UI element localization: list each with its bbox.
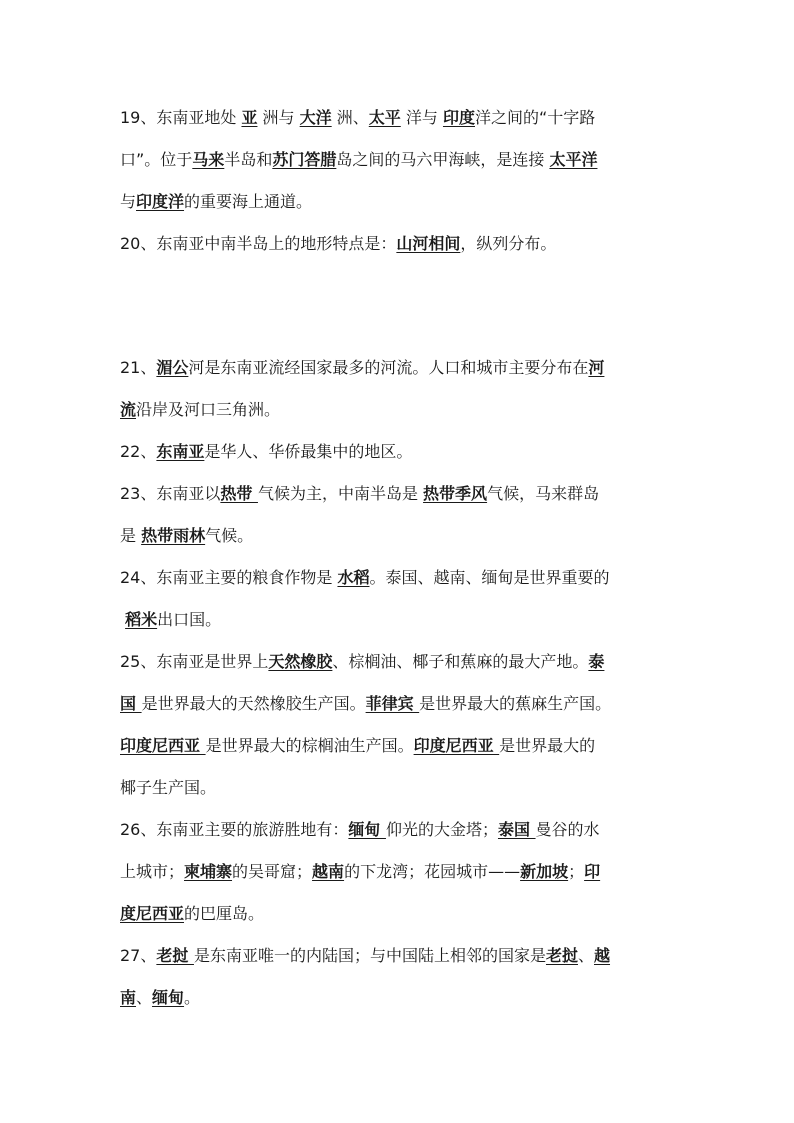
answer-text: 亚 [241,108,258,127]
answer-text: 稻米 [125,610,158,629]
answer-text: 印 [584,862,601,881]
question-text: 气候。 [205,526,254,545]
question-text: 。 [184,988,201,1007]
question-text: ； [568,862,585,881]
question-text: 的巴厘岛。 [184,904,265,923]
item-25-line-2 [120,694,611,714]
answer-text: 泰 [588,652,605,671]
answer-text: 缅甸 [348,820,386,839]
question-text: 洲、 [331,108,369,127]
question-text: 22、 [120,442,157,461]
question-text: 半岛和 [224,150,273,169]
answer-text: 天然橡胶 [268,652,333,671]
question-text: 。泰国、越南、缅甸是世界重要的 [369,568,610,587]
answer-text: 水稻 [337,568,370,587]
item-23-line-2 [120,526,253,546]
item-22-line-1 [120,442,412,462]
question-text: 洲与 [257,108,300,127]
item-27-line-2 [120,988,200,1008]
question-text: 与 [120,192,137,211]
item-25-line-4 [120,778,216,798]
item-19-line-3 [120,192,312,212]
answer-text: 印度洋 [136,192,185,211]
item-26-line-3 [120,904,264,924]
item-27-line-1 [120,946,610,966]
item-26-line-1 [120,820,600,840]
answer-text: 热带雨林 [141,526,206,545]
question-text: 岛之间的马六甲海峡，是连接 [336,150,550,169]
answer-text: 越 [594,946,611,965]
answer-text: 太平洋 [549,150,598,169]
answer-text: 大洋 [299,108,332,127]
question-text: 、棕榈油、椰子和蕉麻的最大产地。 [332,652,589,671]
answer-text: 湄公 [156,358,189,377]
question-text: 的下龙湾；花园城市—— [344,862,521,881]
question-text: 24、东南亚主要的粮食作物是 [120,568,338,587]
item-25-line-3 [120,736,595,756]
question-text: 沿岸及河口三角洲。 [136,400,281,419]
question-text: 26、东南亚主要的旅游胜地有： [120,820,349,839]
question-text: 气候为主，中南半岛是 [257,484,424,503]
answer-text: 度尼西亚 [120,904,185,923]
item-24-line-2 [120,610,221,630]
answer-text: 东南亚 [156,442,205,461]
question-text: 洋之间的“十字路 [474,108,596,127]
question-text: 的重要海上通道。 [184,192,313,211]
answer-text: 菲律宾 [365,694,420,713]
answer-text: 老挝 [545,946,578,965]
answer-text: 太平 [368,108,401,127]
item-24-line-1 [120,568,609,588]
item-26-line-2 [120,862,600,882]
answer-text: 苏门答腊 [272,150,337,169]
item-20-line-1 [120,234,556,254]
answer-text: 马来 [192,150,225,169]
question-text: 21、 [120,358,157,377]
question-text: 洋与 [400,108,443,127]
answer-text: 印度 [442,108,475,127]
question-text: 27、 [120,946,157,965]
answer-text: 国 [120,694,142,713]
question-text: 是东南亚唯一的内陆国；与中国陆上相邻的国家是 [193,946,546,965]
item-25-line-1 [120,652,604,672]
answer-text: 河 [588,358,605,377]
question-text: 、 [577,946,594,965]
answer-text: 流 [120,400,137,419]
question-text: 20、东南亚中南半岛上的地形特点是： [120,234,397,253]
answer-text: 热带 [220,484,258,503]
answer-text: 柬埔寨 [184,862,233,881]
question-text: 椰子生产国。 [120,778,217,797]
answer-text: 印度尼西亚 [413,736,500,755]
question-text: 曼谷的水 [535,820,600,839]
answer-text: 缅甸 [152,988,185,1007]
question-text: 仰光的大金塔； [385,820,498,839]
question-text: 、 [136,988,153,1007]
question-text: 气候，马来群岛 [487,484,600,503]
answer-text: 老挝 [156,946,194,965]
question-text: 河是东南亚流经国家最多的河流。人口和城市主要分布在 [188,358,589,377]
question-text: 是 [120,526,142,545]
question-text: 23、东南亚以 [120,484,221,503]
question-text: 是世界最大的棕榈油生产国。 [205,736,414,755]
question-text: 出口国。 [157,610,222,629]
item-21-line-2 [120,400,280,420]
question-text: ，纵列分布。 [460,234,557,253]
question-text: 19、东南亚地处 [120,108,242,127]
question-text: 口”。位于 [120,150,193,169]
question-text: 上城市； [120,862,185,881]
answer-text: 热带季风 [423,484,488,503]
item-21-line-1 [120,358,604,378]
question-text: 25、东南亚是世界上 [120,652,269,671]
answer-text: 印度尼西亚 [120,736,206,755]
answer-text: 新加坡 [520,862,569,881]
question-text: 是世界最大的蕉麻生产国。 [419,694,612,713]
item-19-line-2 [120,150,597,170]
question-text: 的吴哥窟； [232,862,313,881]
question-text: 是世界最大的天然橡胶生产国。 [141,694,366,713]
answer-text: 山河相间 [396,234,461,253]
item-23-line-1 [120,484,599,504]
answer-text: 泰国 [497,820,536,839]
item-19-line-1 [120,108,595,128]
answer-text: 南 [120,988,137,1007]
answer-text: 越南 [312,862,345,881]
question-text: 是华人、华侨最集中的地区。 [204,442,413,461]
question-text: 是世界最大的 [499,736,596,755]
